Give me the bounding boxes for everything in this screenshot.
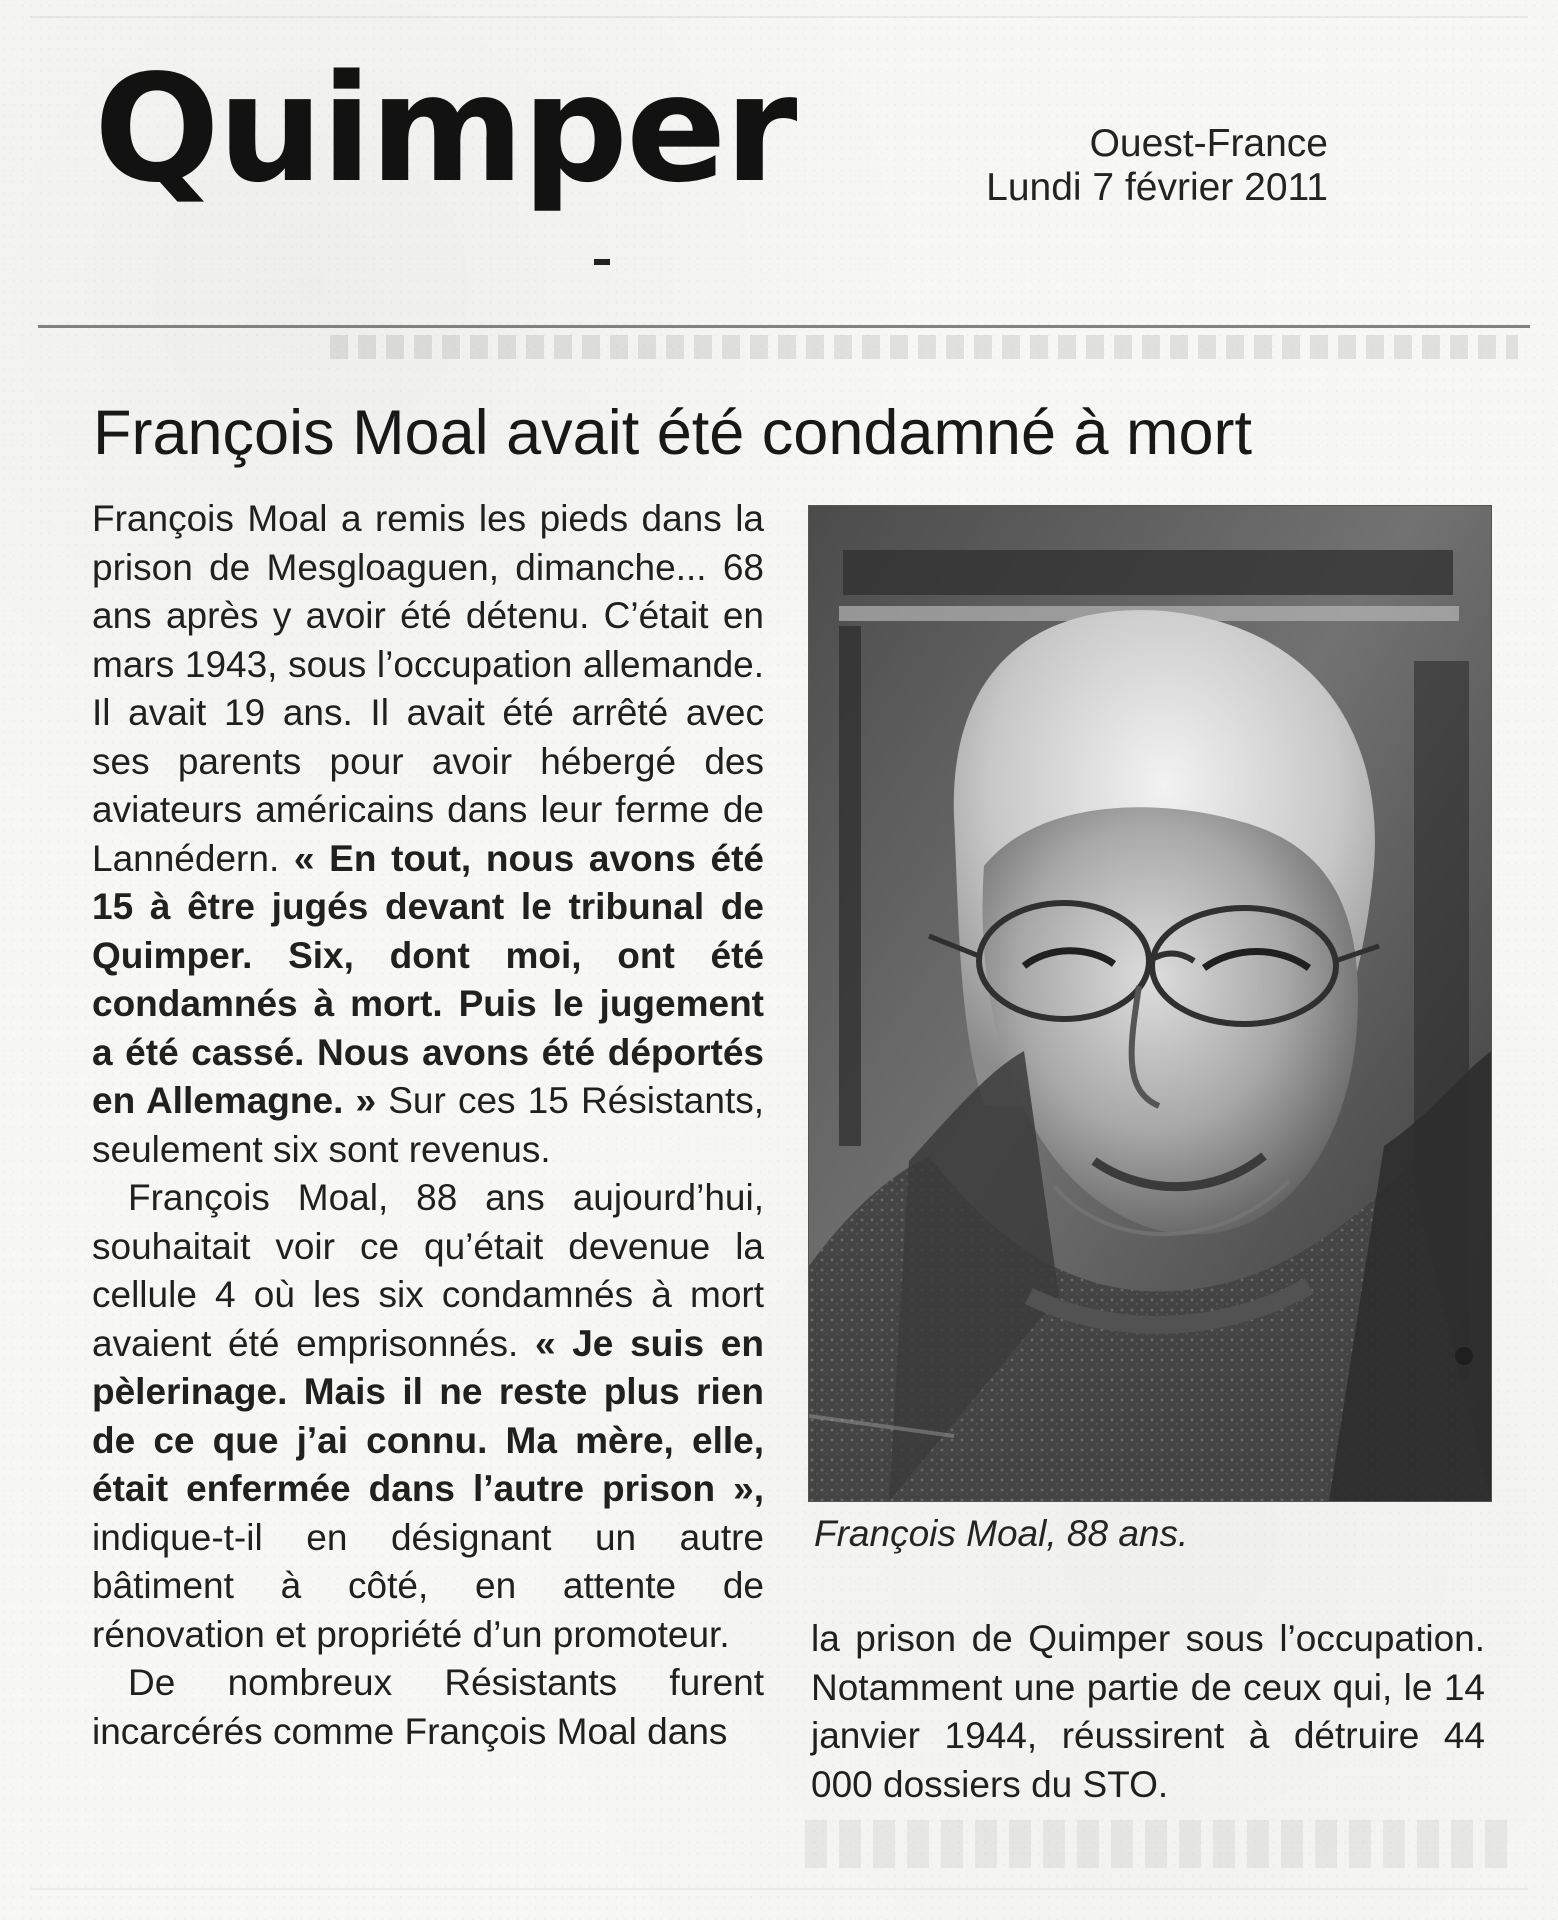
window-frame xyxy=(843,550,1453,595)
paragraph-2-intro: François Moal, 88 ans aujourd’hui, souhaitait voir ce qu’était devenue la cellule 4 où les six condamnés à mort avaient été emprisonnés. xyxy=(92,1177,764,1364)
bleed-through-footer xyxy=(805,1820,1513,1868)
portrait-illustration xyxy=(809,506,1491,1501)
article-paragraph-2 xyxy=(92,1174,764,1659)
article-left-column xyxy=(92,495,764,1756)
article-continuation: la prison de Quimper sous l’occupation. Notamment une partie de ceux qui, le 14 janvier 1944, réussirent à détruire 44 000 dossiers du STO. xyxy=(811,1618,1485,1805)
bleed-through-text xyxy=(330,335,1518,359)
publication-info xyxy=(986,122,1328,209)
header-dash xyxy=(594,259,610,265)
header-rule xyxy=(38,325,1530,328)
publication-name: Ouest-France xyxy=(1089,122,1328,165)
scan-edge-top xyxy=(30,16,1528,18)
paragraph-1-outro: Sur ces 15 Résistants, seulement six sont revenus. xyxy=(92,1080,764,1170)
paragraph-2-outro: indique-t-il en désignant un autre bâtiment à côté, en attente de rénovation et propriété d’un promoteur. xyxy=(92,1516,764,1655)
paragraph-2-quote: « Je suis en pèlerinage. Mais il ne reste plus rien de ce que j’ai connu. Ma mère, elle, était enfermée dans l’autre prison », xyxy=(92,1322,764,1509)
photo-caption: François Moal, 88 ans. xyxy=(814,1513,1189,1554)
article-right-column xyxy=(811,1615,1485,1809)
publication-date: Lundi 7 février 2011 xyxy=(986,165,1328,209)
article-paragraph-1 xyxy=(92,495,764,1174)
paragraph-1-intro: François Moal a remis les pieds dans la prison de Mesgloaguen, dimanche... 68 ans après y avoir été détenu. C’était en mars 1943, sous l’occupation allemande. Il avait 19 ans. Il avait été arrêté avec ses parents pour avoir hébergé des aviateurs américains dans leur ferme de Lannédern. xyxy=(92,498,764,879)
article-headline: François Moal avait été condamné à mort xyxy=(93,398,1253,468)
paragraph-1-quote: « En tout, nous avons été 15 à être jugés devant le tribunal de Quimper. Six, dont moi, ont été condamnés à mort. Puis le jugement a été cassé. Nous avons été déportés en Allemagne. » xyxy=(92,837,764,1121)
article-paragraph-3: De nombreux Résistants furent incarcérés comme François Moal dans xyxy=(92,1662,764,1752)
portrait-photo xyxy=(808,505,1492,1502)
scan-edge-bottom xyxy=(30,1888,1528,1890)
section-title: Quimper xyxy=(94,43,796,215)
